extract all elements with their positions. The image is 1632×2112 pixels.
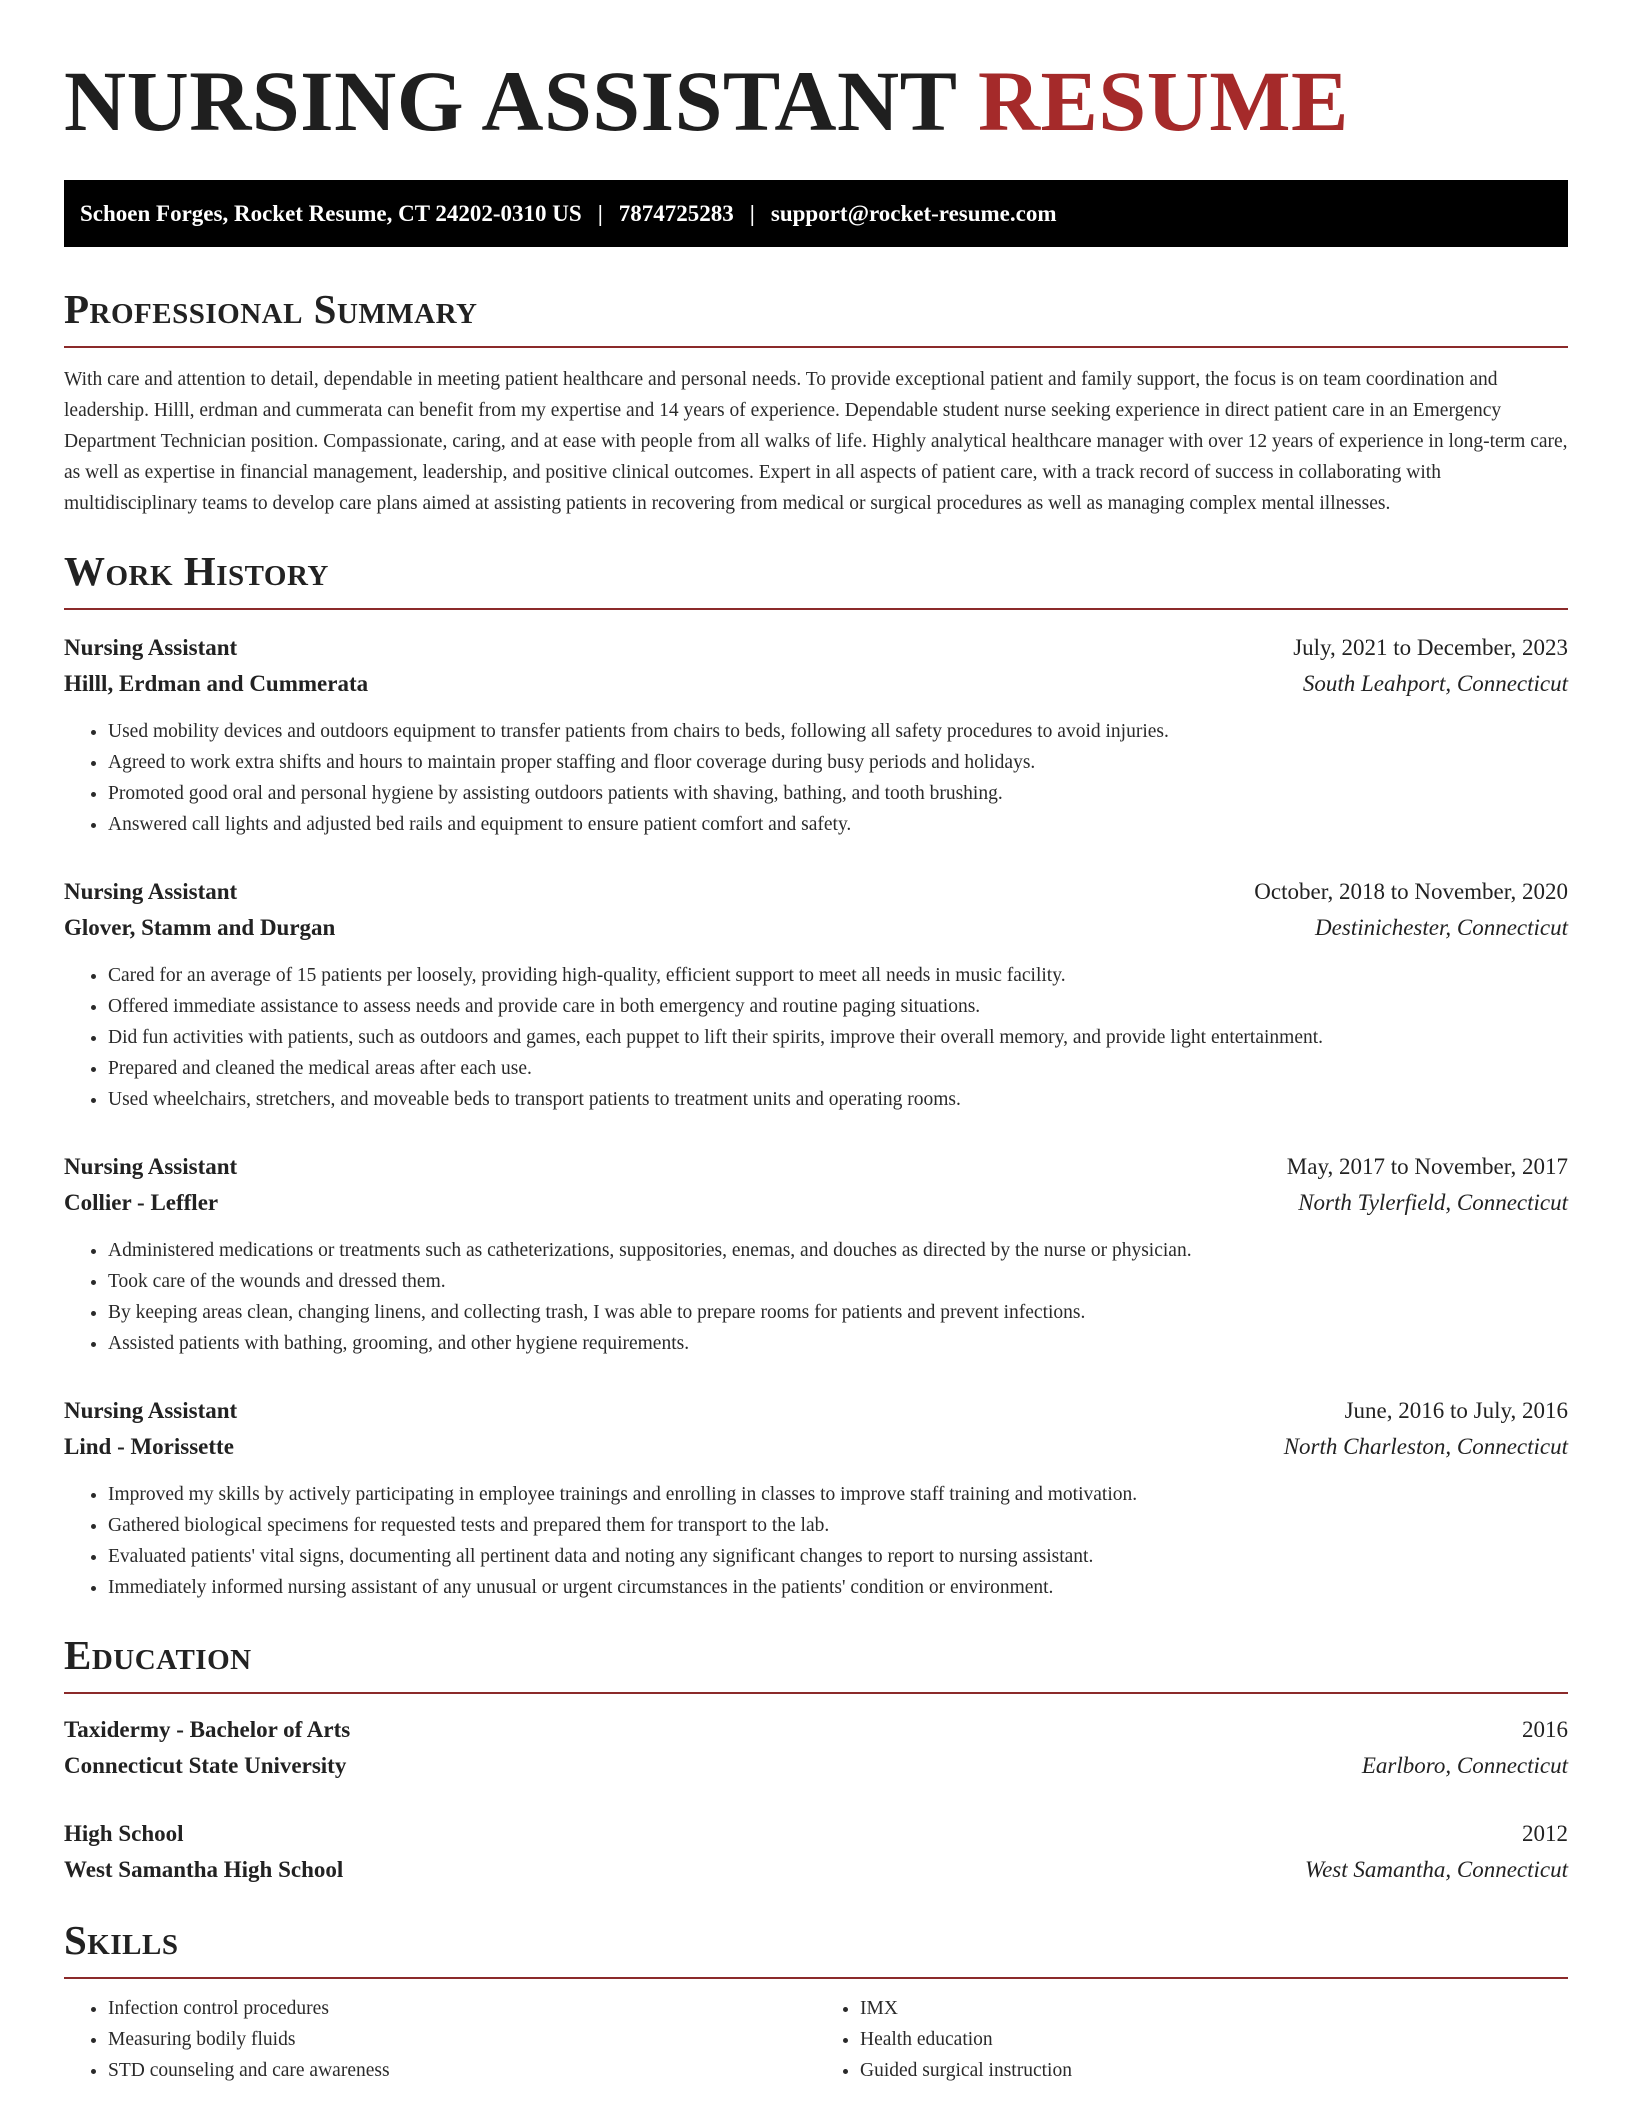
job-dates: June, 2016 to July, 2016 [1344, 1398, 1568, 1424]
skill-item: • Guided surgical instruction [860, 2055, 1568, 2086]
bullet-item: • Administered medications or treatments such as catheterizations, suppositories, enemas, and douches as directed by the nurse or physician. [108, 1235, 1568, 1266]
edu-year: 2016 [1522, 1717, 1568, 1743]
title-main: NURSING ASSISTANT [64, 53, 956, 149]
edu-year: 2012 [1522, 1821, 1568, 1847]
job-bullets [64, 1235, 1568, 1359]
job-entry [64, 1149, 1568, 1359]
skill-item: • Health education [860, 2024, 1568, 2055]
bullet-item: • Assisted patients with bathing, grooming, and other hygiene requirements. [108, 1328, 1568, 1359]
bullet-item: • Prepared and cleaned the medical areas after each use. [108, 1053, 1568, 1084]
bullet-item: • Used mobility devices and outdoors equipment to transfer patients from chairs to beds, following all safety procedures to avoid injuries. [108, 716, 1568, 747]
bullet-item: • Immediately informed nursing assistant of any unusual or urgent circumstances in the patients' condition or environment. [108, 1572, 1568, 1603]
job-entry [64, 630, 1568, 840]
contact-phone: 7874725283 [618, 200, 734, 226]
job-title: Nursing Assistant [64, 635, 238, 661]
skills-column-left [64, 1993, 816, 2086]
bullet-item: • Agreed to work extra shifts and hours to maintain proper staffing and floor coverage during busy periods and holidays. [108, 747, 1568, 778]
section-title-education: Education [64, 1632, 252, 1679]
contact-separator: | [749, 200, 755, 226]
contact-email: support@rocket-resume.com [770, 200, 1057, 226]
bullet-item: • Did fun activities with patients, such as outdoors and games, each puppet to lift their spirits, improve their overall memory, and provide light entertainment. [108, 1022, 1568, 1053]
education-entry [64, 1816, 1568, 1888]
edu-degree: High School [64, 1821, 184, 1847]
job-entry [64, 874, 1568, 1115]
section-divider [64, 346, 1568, 348]
skill-item: • Infection control procedures [108, 1993, 816, 2024]
job-location: North Tylerfield, Connecticut [1298, 1190, 1568, 1216]
bullet-item: • Took care of the wounds and dressed them. [108, 1266, 1568, 1297]
edu-location: West Samantha, Connecticut [1305, 1857, 1568, 1883]
job-location: North Charleston, Connecticut [1283, 1434, 1568, 1460]
job-company: Collier - Leffler [64, 1190, 219, 1216]
bullet-item: • Offered immediate assistance to assess needs and provide care in both emergency and routine paging situations. [108, 991, 1568, 1022]
job-bullets [64, 716, 1568, 840]
job-company: Lind - Morissette [64, 1434, 234, 1460]
bullet-item: • Cared for an average of 15 patients per loosely, providing high-quality, efficient support to meet all needs in music facility. [108, 960, 1568, 991]
resume-title [64, 53, 1568, 149]
job-title: Nursing Assistant [64, 1154, 238, 1180]
skills-column-right [816, 1993, 1568, 2086]
skills-list [64, 1993, 1568, 2086]
section-title-summary: Professional Summary [64, 286, 478, 332]
bullet-item: • Improved my skills by actively participating in employee trainings and enrolling in classes to improve staff training and motivation. [108, 1479, 1568, 1510]
job-bullets [64, 1479, 1568, 1603]
section-divider [64, 608, 1568, 610]
section-divider [64, 1977, 1568, 1979]
bullet-item: • Promoted good oral and personal hygiene by assisting outdoors patients with shaving, bathing, and tooth brushing. [108, 778, 1568, 809]
job-dates: October, 2018 to November, 2020 [1254, 879, 1568, 905]
job-location: South Leahport, Connecticut [1302, 671, 1568, 697]
bullet-item: • Answered call lights and adjusted bed rails and equipment to ensure patient comfort and safety. [108, 809, 1568, 840]
job-dates: May, 2017 to November, 2017 [1286, 1154, 1568, 1180]
edu-location: Earlboro, Connecticut [1361, 1753, 1568, 1779]
bullet-item: • Used wheelchairs, stretchers, and moveable beds to transport patients to treatment units and operating rooms. [108, 1084, 1568, 1115]
job-company: Hilll, Erdman and Cummerata [64, 671, 369, 697]
edu-school: Connecticut State University [64, 1753, 347, 1779]
job-company: Glover, Stamm and Durgan [64, 915, 336, 941]
bullet-item: • Evaluated patients' vital signs, documenting all pertinent data and noting any significant changes to report to nursing assistant. [108, 1541, 1568, 1572]
job-title: Nursing Assistant [64, 879, 238, 905]
contact-address: Schoen Forges, Rocket Resume, CT 24202-0310 US [80, 200, 582, 226]
skill-item: • IMX [860, 1993, 1568, 2024]
skill-item: • Measuring bodily fluids [108, 2024, 816, 2055]
skill-item: • STD counseling and care awareness [108, 2055, 816, 2086]
job-entry [64, 1393, 1568, 1603]
section-title-work: Work History [64, 548, 329, 595]
job-bullets [64, 960, 1568, 1115]
edu-school: West Samantha High School [64, 1857, 344, 1883]
education-entry [64, 1712, 1568, 1784]
contact-bar [64, 180, 1568, 247]
contact-separator: | [597, 200, 603, 226]
edu-degree: Taxidermy - Bachelor of Arts [64, 1717, 351, 1743]
section-title-skills: Skills [64, 1917, 179, 1964]
bullet-item: • By keeping areas clean, changing linens, and collecting trash, I was able to prepare rooms for patients and prevent infections. [108, 1297, 1568, 1328]
section-divider [64, 1692, 1568, 1694]
job-dates: July, 2021 to December, 2023 [1293, 635, 1568, 661]
summary-text: With care and attention to detail, dependable in meeting patient healthcare and personal needs. To provide exceptional patient and family support, the focus is on team coordination and leadership. Hilll, erdman and cummerata can benefit from my expertise and 14 years of experience. Dependable student nurse seeking experience in direct patient care in an Emergency Department Technician position. Compassionate, caring, and at ease with people from all walks of life. Highly analytical healthcare manager with over 12 years of experience in long-term care, as well as expertise in financial management, leadership, and positive clinical outcomes. Expert in all aspects of patient care, with a track record of success in collaborating with multidisciplinary teams to develop care plans aimed at assisting patients in recovering from medical or surgical procedures as well as managing complex mental illnesses. [64, 369, 1568, 515]
bullet-item: • Gathered biological specimens for requested tests and prepared them for transport to the lab. [108, 1510, 1568, 1541]
job-location: Destinichester, Connecticut [1315, 915, 1568, 941]
title-accent: RESUME [977, 53, 1349, 149]
job-title: Nursing Assistant [64, 1398, 238, 1424]
